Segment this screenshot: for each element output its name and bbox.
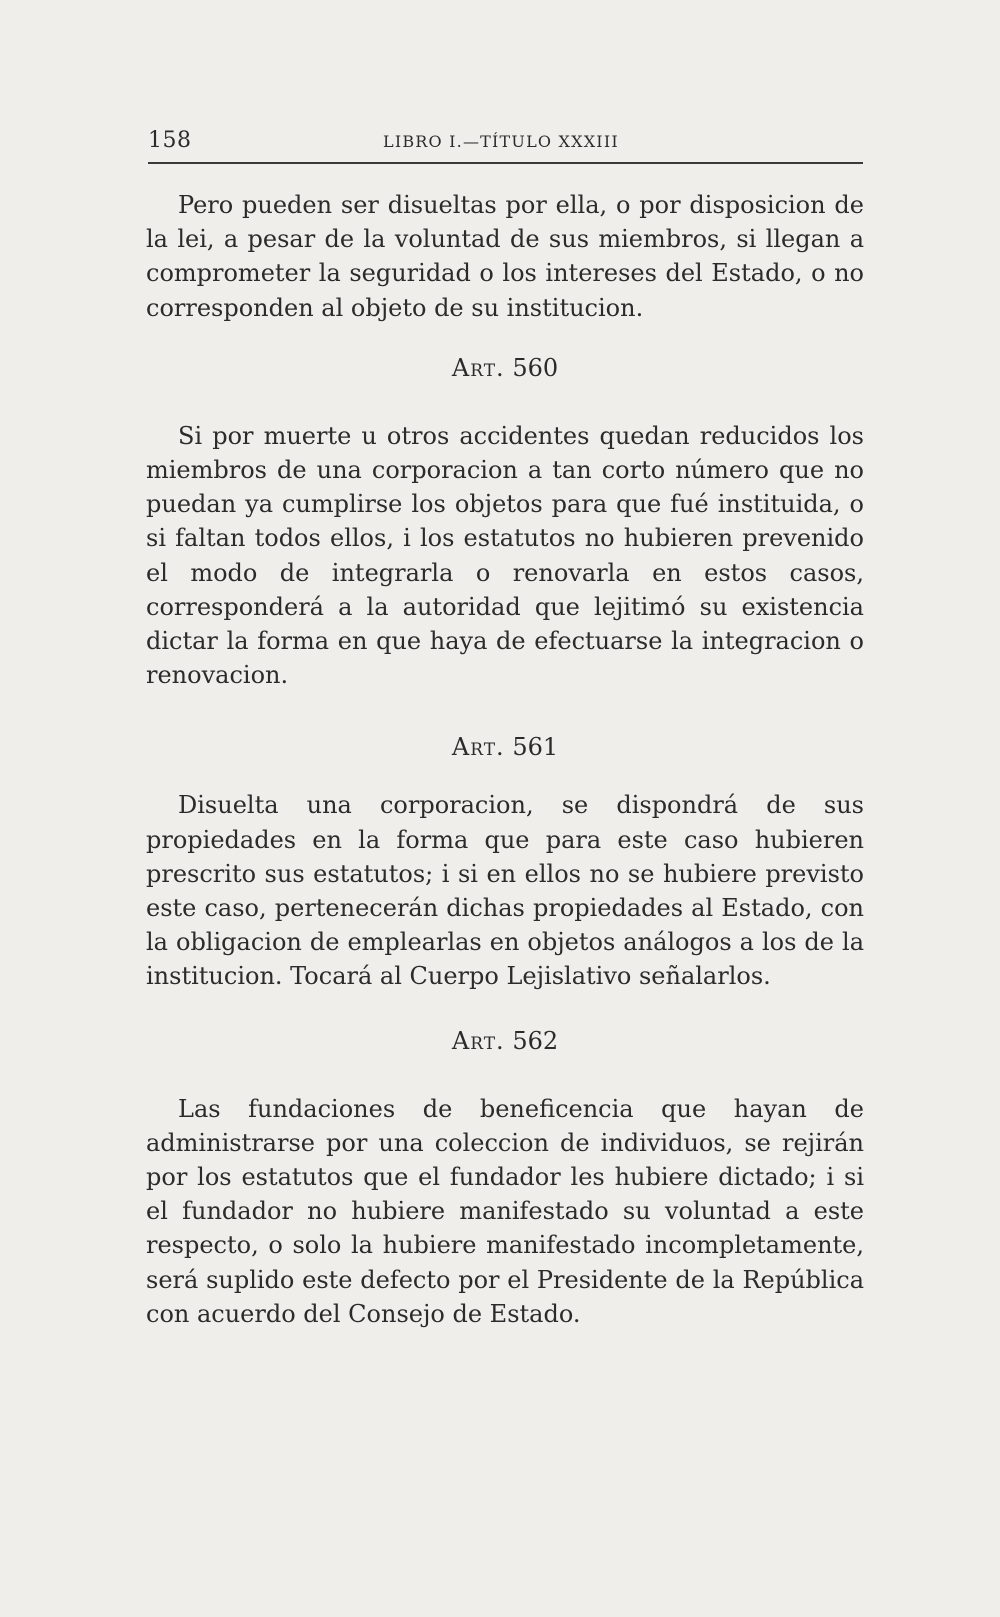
running-head: LIBRO I.—TÍTULO XXXIII [383,132,619,151]
article-text-561: Disuelta una corporacion, se dispondrá de sus propiedades en la forma que para este caso hubieren prescrito sus estatutos; i si en ellos no se hubiere previsto este caso, pertenecerán dichas propiedades al Estado, con la obligacion de emplearlas en objetos análogos a los de la institucion. Tocará al Cuerpo Lejislativo señalarlos. [146,791,864,991]
article-heading-561 [146,730,864,764]
article-number: 561 [512,733,559,762]
page-number: 158 [148,128,192,153]
page-body [146,188,864,1331]
continuation-paragraph: Pero pueden ser disueltas por ella, o por disposicion de la lei, a pesar de la voluntad de sus miembros, si llegan a comprometer la seguridad o los intereses del Estado, o no corresponden al objeto de su institucion. [146,191,864,322]
article-label: Art. [451,1026,505,1055]
article-text-562: Las fundaciones de beneficencia que hayan de administrarse por una coleccion de individuos, se rejirán por los estatutos que el fundador les hubiere dictado; i si el fundador no hubiere manifestado su voluntad a este respecto, o solo la hubiere manifestado incompletamente, será suplido este defecto por el Presidente de la República con acuerdo del Consejo de Estado. [146,1094,864,1328]
article-heading-562 [146,1024,864,1058]
article-text-560: Si por muerte u otros accidentes quedan reducidos los miembros de una corporacion a tan corto número que no puedan ya cumplirse los objetos para que fué instituida, o si faltan todos ellos, i los estatutos no hubieren prevenido el modo de integrarla o renovarla en estos casos, corresponderá a la autoridad que lejitimó su existencia dictar la forma en que haya de efectuarse la integracion o renovacion. [146,421,864,690]
spacer [146,385,864,419]
article-label: Art. [451,353,505,382]
spacer [146,692,864,730]
article-number: 562 [512,1026,559,1055]
spacer [146,325,864,351]
article-heading-560 [146,351,864,385]
spacer [146,764,864,788]
spacer [146,994,864,1024]
header-rule [148,162,863,164]
spacer [146,1058,864,1092]
page-header [148,128,863,158]
article-label: Art. [451,733,505,762]
article-number: 560 [512,353,559,382]
